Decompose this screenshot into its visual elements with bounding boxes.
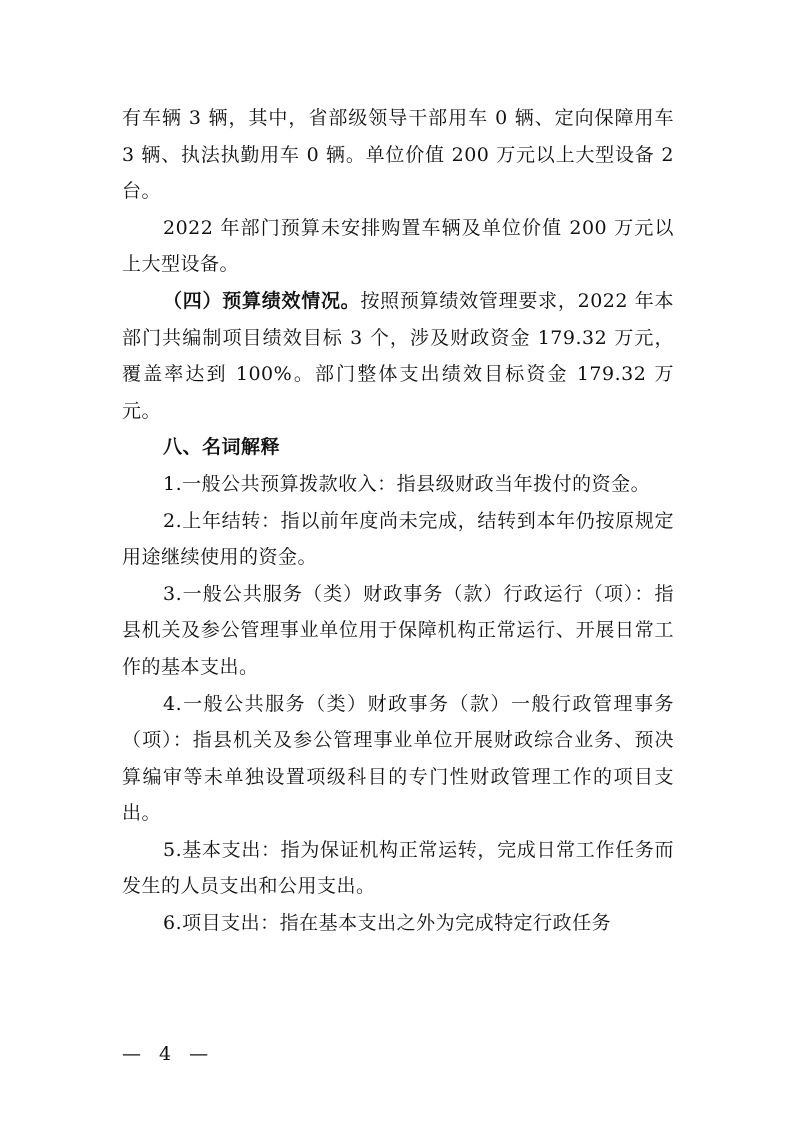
document-body	[122, 100, 674, 942]
glossary-item-5: 5.基本支出：指为保证机构正常运转，完成日常工作任务而发生的人员支出和公用支出。	[122, 838, 674, 898]
section-lead-performance: （四）预算绩效情况。	[163, 289, 361, 312]
paragraph-performance-body: 按照预算绩效管理要求，2022 年本部门共编制项目绩效目标 3 个，涉及财政资金 179.32 万元，覆盖率达到 100%。部门整体支出绩效目标资金 179.32 万元。	[122, 289, 674, 422]
glossary-item-3: 3.一般公共服务（类）财政事务（款）行政运行（项）：指县机关及参公管理事业单位用于保障机构正常运行、开展日常工作的基本支出。	[122, 582, 674, 678]
page-number: — 4 —	[122, 1043, 215, 1065]
section-heading-glossary: 八、名词解释	[163, 436, 281, 459]
paragraph-vehicles: 有车辆 3 辆，其中，省部级领导干部用车 0 辆、定向保障用车 3 辆、执法执勤用车 0 辆。单位价值 200 万元以上大型设备 2 台。	[122, 107, 674, 203]
glossary-item-6: 6.项目支出：指在基本支出之外为完成特定行政任务	[163, 912, 612, 935]
paragraph-procurement: 2022 年部门预算未安排购置车辆及单位价值 200 万元以上大型设备。	[122, 216, 674, 276]
glossary-item-1: 1.一般公共预算拨款收入：指县级财政当年拨付的资金。	[163, 472, 651, 495]
glossary-item-2: 2.上年结转：指以前年度尚未完成，结转到本年仍按原规定用途继续使用的资金。	[122, 509, 674, 569]
glossary-item-4: 4.一般公共服务（类）财政事务（款）一般行政管理事务（项）：指县机关及参公管理事业单位开展财政综合业务、预决算编审等未单独设置项级科目的专门性财政管理工作的项目支出。	[122, 692, 674, 825]
paragraph-performance	[122, 283, 674, 429]
